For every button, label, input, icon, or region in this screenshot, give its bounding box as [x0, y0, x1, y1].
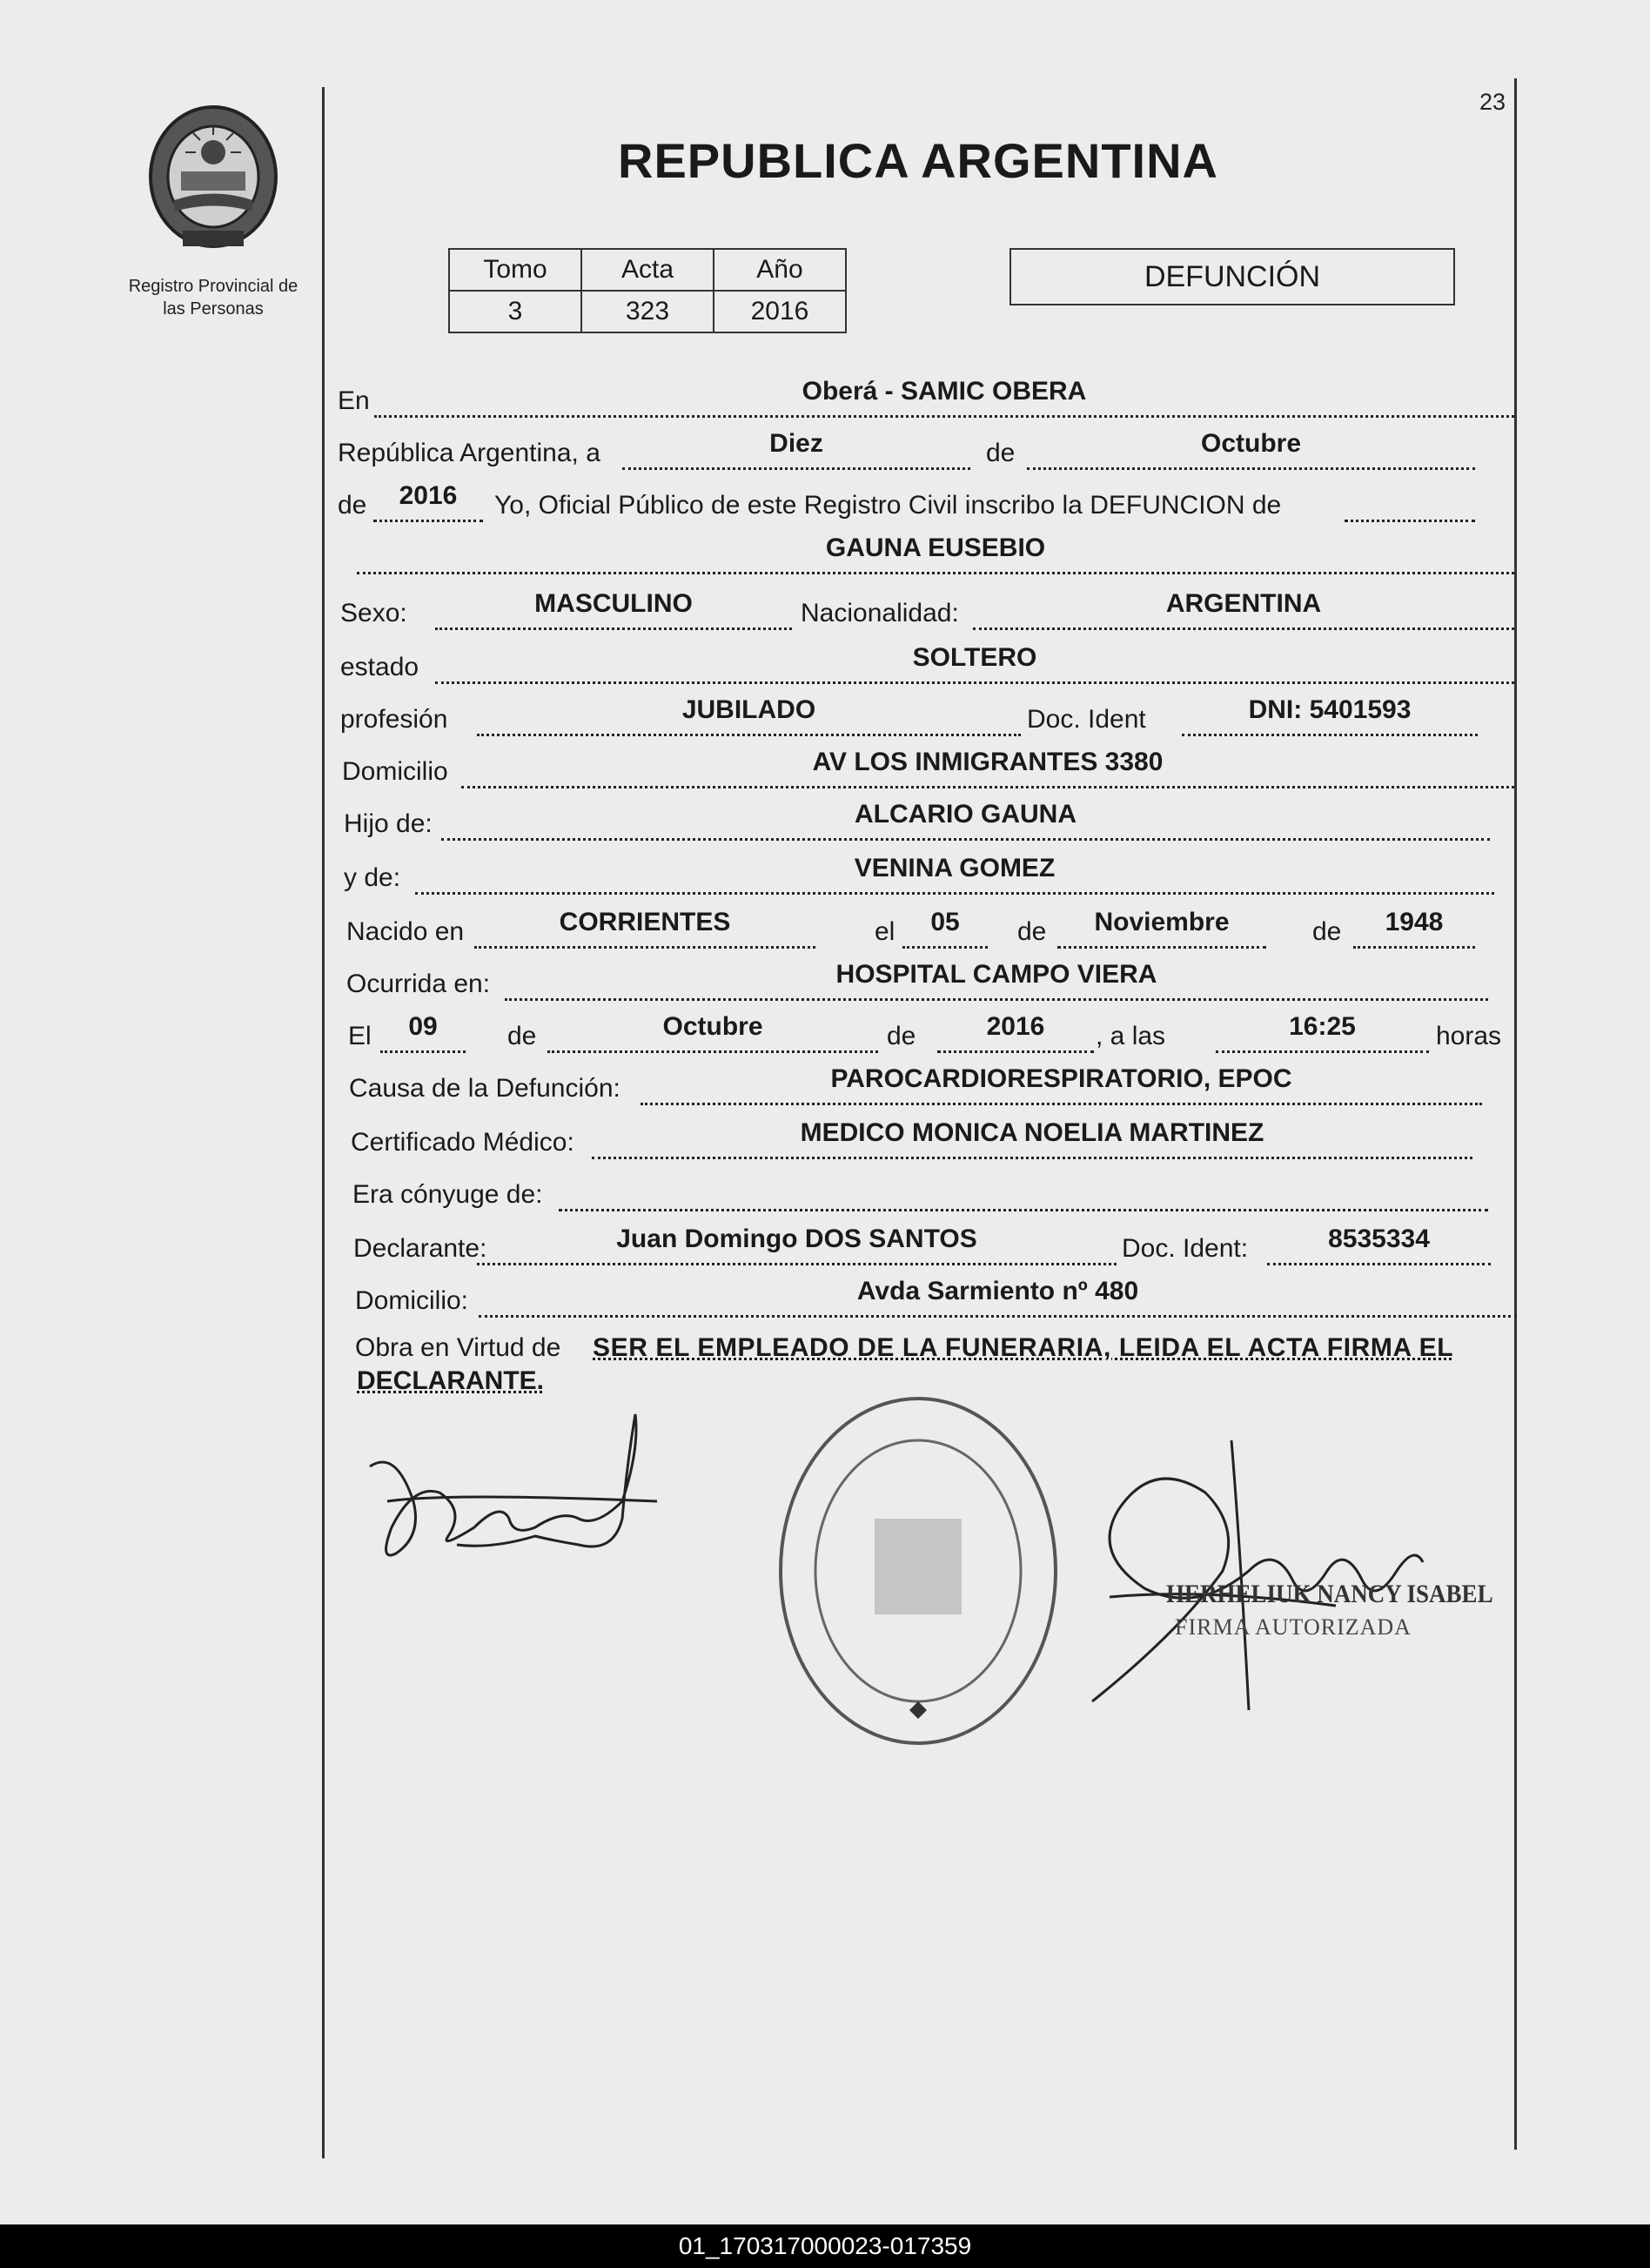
sexo-field	[435, 589, 792, 630]
row-oficial	[335, 481, 1475, 526]
nac-anio-field	[1353, 908, 1475, 949]
row-en	[335, 377, 1514, 421]
nac-dia-field	[902, 908, 988, 949]
sexo-label: Sexo:	[340, 599, 407, 627]
authority-name: HERHELIUK NANCY ISABEL	[1166, 1580, 1493, 1608]
registry-caption	[104, 275, 322, 320]
registry-caption-line1: Registro Provincial de	[128, 277, 298, 296]
en-label: En	[338, 386, 370, 415]
certificado-value: MEDICO MONICA NOELIA MARTINEZ	[800, 1118, 1264, 1147]
nacionalidad-field	[973, 589, 1514, 630]
estado-label: estado	[340, 653, 419, 681]
nacionalidad-label: Nacionalidad:	[801, 599, 959, 627]
def-de-label: de	[507, 1022, 537, 1050]
row-causa	[346, 1064, 1482, 1109]
ocurrida-field	[505, 960, 1488, 1001]
nacido-label: Nacido en	[346, 917, 465, 946]
def-de2-label: de	[887, 1022, 916, 1050]
def-anio-value: 2016	[986, 1012, 1045, 1041]
row-y-de	[341, 854, 1494, 898]
obra-label: Obra en Virtud de	[355, 1333, 561, 1362]
register-header-tomo: Tomo	[449, 249, 581, 291]
register-value-acta: 323	[581, 291, 714, 332]
sexo-value: MASCULINO	[534, 589, 693, 618]
nac-mes-field	[1057, 908, 1266, 949]
row-sexo	[338, 589, 1514, 634]
dia-value: Diez	[769, 429, 823, 458]
row-nombre	[357, 533, 1514, 578]
row-obra	[352, 1330, 1519, 1368]
decl-doc-field	[1267, 1225, 1491, 1265]
anio-label: de	[338, 491, 367, 520]
register-value-anio: 2016	[714, 291, 846, 332]
certificado-label: Certificado Médico:	[351, 1128, 574, 1157]
en-value: Oberá - SAMIC OBERA	[802, 377, 1087, 406]
declarante-label: Declarante:	[353, 1234, 487, 1263]
decl-domicilio-value: Avda Sarmiento nº 480	[856, 1277, 1139, 1305]
ocurrida-value: HOSPITAL CAMPO VIERA	[835, 960, 1157, 989]
anio-value: 2016	[399, 481, 458, 510]
obra-value-line2: DECLARANTE.	[357, 1366, 544, 1395]
nac-mes-value: Noviembre	[1094, 908, 1230, 936]
row-hijo	[341, 800, 1490, 844]
def-dia-value: 09	[408, 1012, 438, 1041]
profesion-field	[477, 695, 1021, 736]
row-ocurrida	[344, 960, 1488, 1004]
register-header-acta: Acta	[581, 249, 714, 291]
conyuge-field	[559, 1171, 1488, 1211]
yde-field	[415, 854, 1494, 895]
declarante-field	[477, 1225, 1117, 1265]
registry-caption-line2: las Personas	[163, 299, 264, 319]
def-mes-value: Octubre	[662, 1012, 763, 1041]
causa-field	[641, 1064, 1482, 1105]
register-value-tomo: 3	[449, 291, 581, 332]
row-declarante	[351, 1225, 1491, 1269]
anio-field	[373, 481, 483, 522]
row-nacido	[344, 908, 1475, 952]
doc-field	[1182, 695, 1478, 736]
decl-domicilio-field	[479, 1277, 1517, 1318]
nombre-field	[357, 533, 1514, 574]
row-profesion	[338, 695, 1478, 740]
el2-label: El	[348, 1022, 372, 1050]
causa-label: Causa de la Defunción:	[349, 1074, 620, 1103]
ocurrida-label: Ocurrida en:	[346, 970, 491, 998]
alas-label: , a las	[1096, 1022, 1166, 1050]
scan-footer-id: 01_170317000023-017359	[0, 2224, 1650, 2268]
nacido-value: CORRIENTES	[559, 908, 731, 936]
causa-value: PAROCARDIORESPIRATORIO, EPOC	[830, 1064, 1292, 1093]
page-number: 23	[1479, 89, 1506, 115]
declarante-value: Juan Domingo DOS SANTOS	[616, 1225, 977, 1253]
domicilio-field	[461, 748, 1514, 788]
nacionalidad-value: ARGENTINA	[1165, 589, 1322, 618]
row-fecha-defuncion	[345, 1012, 1514, 1057]
row-decl-domicilio	[352, 1277, 1517, 1321]
hijo-label: Hijo de:	[344, 809, 433, 838]
hijo-field	[441, 800, 1490, 841]
de-label: de	[986, 439, 1016, 467]
estado-field	[435, 643, 1514, 684]
def-dia-field	[380, 1012, 466, 1053]
hora-value: 16:25	[1289, 1012, 1356, 1041]
yde-label: y de:	[344, 863, 401, 892]
left-margin-line	[322, 87, 325, 2158]
decl-doc-label: Doc. Ident:	[1122, 1234, 1249, 1263]
def-mes-field	[547, 1012, 878, 1053]
provincial-seal-logo	[131, 100, 296, 257]
main-title: REPUBLICA ARGENTINA	[618, 133, 1218, 188]
row-conyuge	[350, 1177, 1488, 1215]
nac-dia-value: 05	[930, 908, 960, 936]
register-header-anio: Año	[714, 249, 846, 291]
hijo-value: ALCARIO GAUNA	[855, 800, 1077, 829]
declarant-signature	[361, 1397, 674, 1571]
row-domicilio	[339, 748, 1514, 792]
profesion-label: profesión	[340, 705, 448, 734]
dia-field	[622, 429, 970, 470]
mes-value: Octubre	[1200, 429, 1302, 458]
register-table	[448, 248, 847, 333]
oficial-text: Yo, Oficial Público de este Registro Civil inscribo la DEFUNCION de	[494, 491, 1282, 520]
authority-role: FIRMA AUTORIZADA	[1175, 1614, 1412, 1640]
def-anio-field	[937, 1012, 1094, 1053]
obra-value-line1: SER EL EMPLEADO DE LA FUNERARIA, LEIDA EL ACTA FIRMA EL	[593, 1333, 1454, 1362]
official-stamp	[770, 1388, 1066, 1754]
hora-field	[1216, 1012, 1429, 1053]
doc-label: Doc. Ident	[1027, 705, 1146, 734]
conyuge-label: Era cónyuge de:	[352, 1180, 543, 1209]
republica-label: República Argentina, a	[338, 439, 600, 467]
document-type-box: DEFUNCIÓN	[1009, 248, 1455, 305]
decl-doc-value: 8535334	[1328, 1225, 1430, 1253]
horas-label: horas	[1436, 1022, 1502, 1050]
decl-domicilio-label: Domicilio:	[355, 1286, 469, 1315]
domicilio-label: Domicilio	[342, 757, 448, 786]
nac-de-label: de	[1017, 917, 1047, 946]
oficial-blank-field	[1345, 481, 1475, 522]
nacido-field	[474, 908, 815, 949]
doc-value: DNI: 5401593	[1248, 695, 1412, 724]
row-estado	[338, 643, 1514, 688]
profesion-value: JUBILADO	[681, 695, 816, 724]
row-certificado	[348, 1118, 1472, 1163]
en-field	[374, 377, 1514, 418]
nombre-value: GAUNA EUSEBIO	[825, 533, 1046, 562]
nac-de2-label: de	[1312, 917, 1342, 946]
mes-field	[1027, 429, 1475, 470]
el-label: el	[875, 917, 895, 946]
domicilio-value: AV LOS INMIGRANTES 3380	[812, 748, 1164, 776]
estado-value: SOLTERO	[912, 643, 1037, 672]
certificado-field	[592, 1118, 1472, 1159]
row-fecha-acta	[335, 429, 1475, 473]
right-margin-line	[1514, 78, 1517, 2150]
nac-anio-value: 1948	[1385, 908, 1444, 936]
yde-value: VENINA GOMEZ	[854, 854, 1056, 882]
